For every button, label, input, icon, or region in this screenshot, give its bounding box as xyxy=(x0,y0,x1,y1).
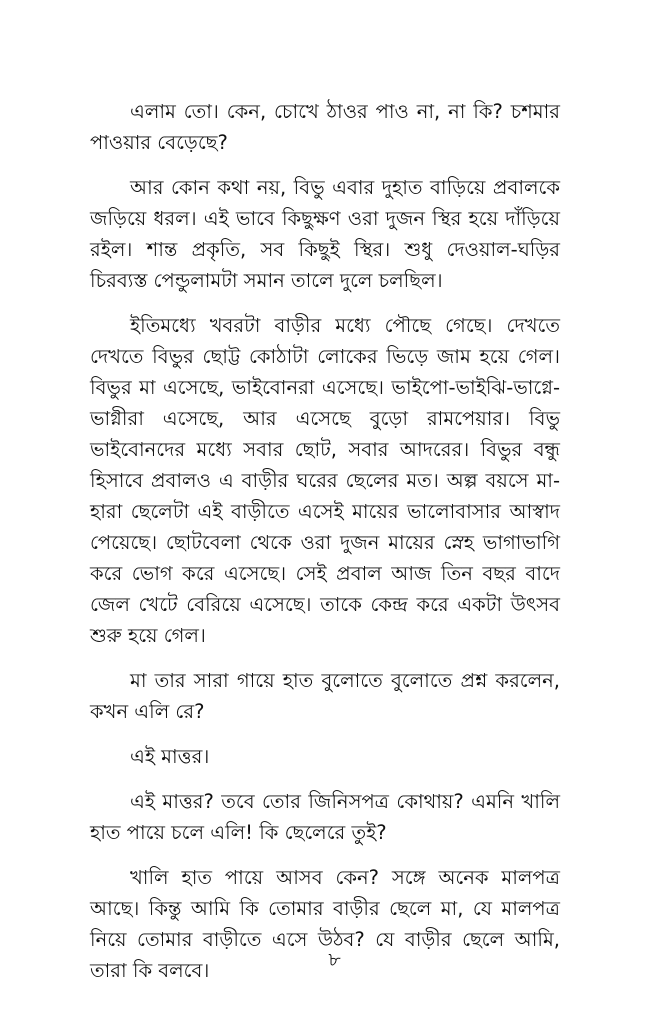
paragraph: আর কোন কথা নয়, বিভু এবার দুহাত বাড়িয়ে প্রবালকে জড়িয়ে ধরল। এই ভাবে কিছুক্ষণ ওরা দুজন স্থির হয়ে দাঁড়িয়ে রইল। শান্ত প্রকৃতি, সব কিছুই স্থির। শুধু দেওয়াল-ঘড়ির চিরব্যস্ত পেন্ডুলামটা সমান তালে দুলে চলছিল। xyxy=(90,176,560,292)
page-body xyxy=(90,96,560,1000)
paragraph: খালি হাত পায়ে আসব কেন? সঙ্গে অনেক মালপত্র আছে। কিন্তু আমি কি তোমার বাড়ীর ছেলে মা, যে মালপত্র নিয়ে তোমার বাড়ীতে এসে উঠব? যে বাড়ীর ছেলে আমি, তারা কি বলবে। xyxy=(90,866,560,982)
paragraph: এই মাত্তর। xyxy=(130,745,210,768)
paragraph: এই মাত্তর? তবে তোর জিনিসপত্র কোথায়? এমনি খালি হাত পায়ে চলে এলি! কি ছেলেরে তুই? xyxy=(90,790,560,844)
paragraph: ইতিমধ্যে খবরটা বাড়ীর মধ্যে পৌছে গেছে। দেখতে দেখতে বিভুর ছোট্ট কোঠাটা লোকের ভিড়ে জাম হয়ে গেল। বিভুর মা এসেছে, ভাইবোনরা এসেছে। ভাইপো-ভাইঝি-ভাগ্নে-ভাগ্নীরা এসেছে, আর এসেছে বুড়ো রামপেয়ার। বিভু ভাইবোনদের মধ্যে সবার ছোট, সবার আদরের। বিভুর বন্ধু হিসাবে প্রবালও এ বাড়ীর ঘরের ছেলের মত। অল্প বয়সে মা-হারা ছেলেটা এই বাড়ীতে এসেই মায়ের ভালোবাসার আস্বাদ পেয়েছে। ছোটবেলা থেকে ওরা দুজন মায়ের স্নেহ ভাগাভাগি করে ভোগ করে এসেছে। সেই প্রবাল আজ তিন বছর বাদে জেল খেটে বেরিয়ে এসেছে। তাকে কেন্দ্র করে একটা উৎসব শুরু হয়ে গেল। xyxy=(90,314,560,647)
paragraph: মা তার সারা গায়ে হাত বুলোতে বুলোতে প্রশ্ন করলেন, কখন এলি রে? xyxy=(90,669,560,723)
page-number: ৮ xyxy=(328,949,341,971)
paragraph: এলাম তো। কেন, চোখে ঠাওর পাও না, না কি? চশমার পাওয়ার বেড়েছে? xyxy=(90,100,560,154)
